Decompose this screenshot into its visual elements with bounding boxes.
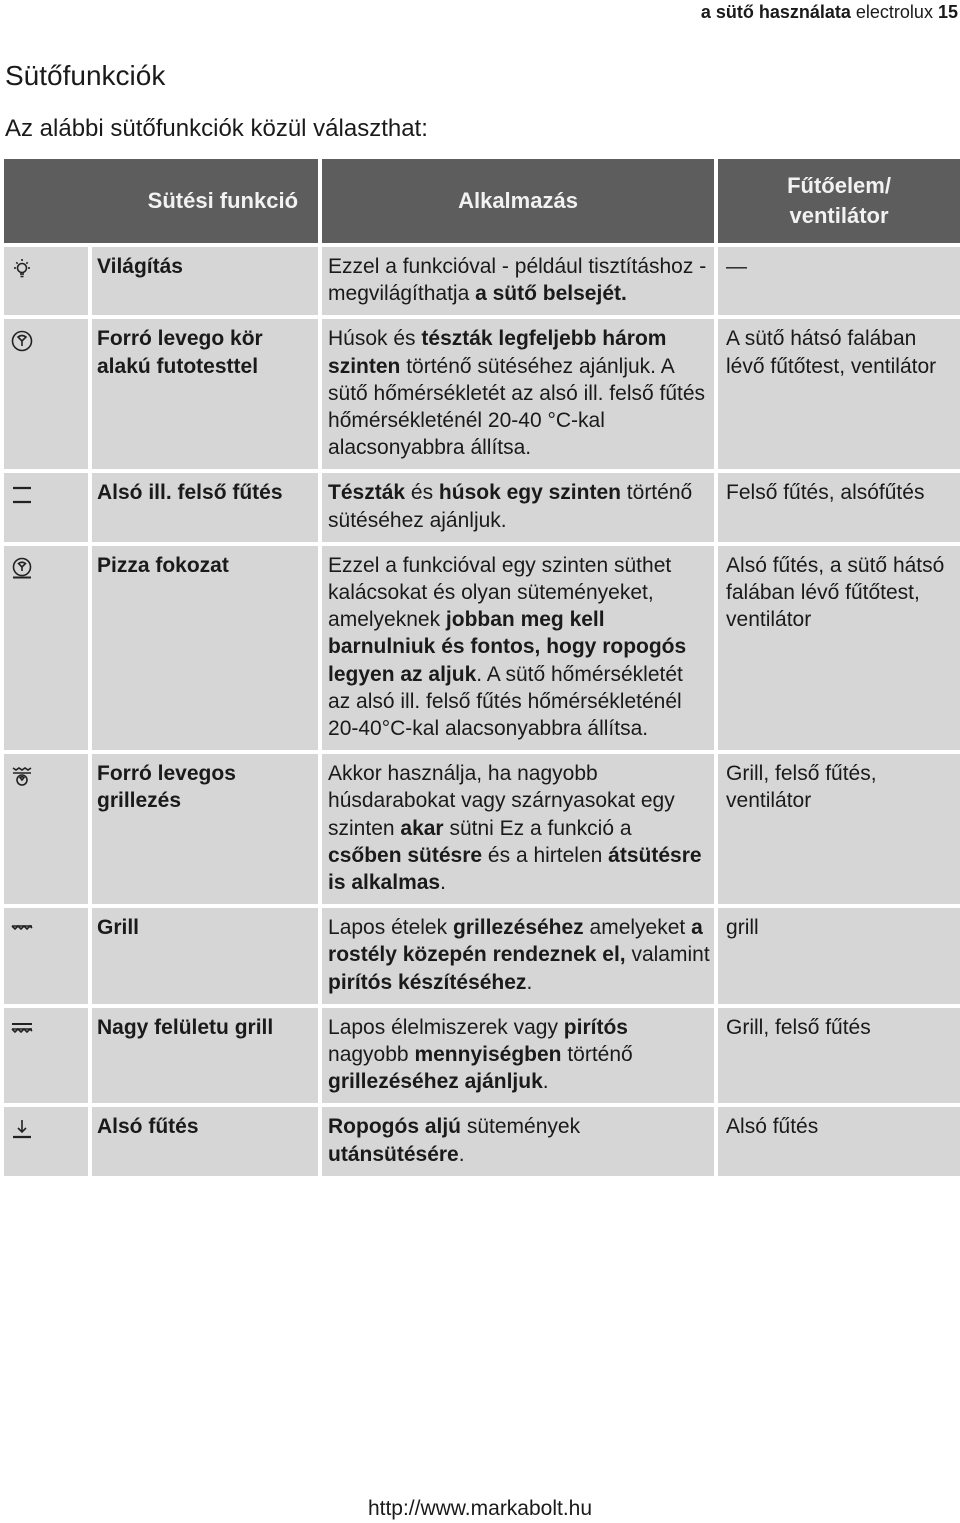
application-text-segment: Húsok és [328,327,422,351]
table-header-row [4,159,960,243]
application-text-segment: sütni Ez a funkció a [443,816,632,840]
application-text-segment: . [440,871,446,895]
application-text-segment: és [405,481,439,505]
function-heating-element: grill [718,908,960,1004]
function-name: Pizza fokozat [92,546,318,750]
function-icon-cell [4,754,88,904]
function-heating-element: Felső fűtés, alsófűtés [718,473,960,541]
application-text-segment: mennyiségben [414,1043,562,1067]
application-text-segment: . A sütő hőmérsékletét az alsó ill. felső fűtés hőmérsékleténél 20-40°C-kal alacsonyabbra állítsa. [328,662,683,741]
fan-ring-icon [10,329,34,353]
function-icon-cell [4,908,88,1004]
pizza-fan-icon [10,556,34,580]
application-text-segment: . [542,1070,549,1094]
function-application [322,473,714,541]
application-text-segment: sütemények [461,1115,581,1139]
application-text-segment: Ropogós aljú [328,1115,462,1139]
application-text-segment: pirítós [563,1015,628,1039]
header-heating [718,159,960,243]
bottom-heat-icon [10,1117,34,1141]
application-text-segment: Ezzel a funkcióval egy szinten süthet kalácsokat és olyan süteményeket, amelyeknek [328,553,672,632]
function-heating-element: Alsó fűtés, a sütő hátsó falában lévő fűtőtest, ventilátor [718,546,960,750]
section-title: Sütőfunkciók [5,60,166,91]
application-text-segment: átsütésre is alkalmas [328,843,702,895]
function-icon-cell [4,247,88,315]
top-bottom-heat-icon [10,483,34,507]
table-row [4,247,960,315]
function-icon-cell [4,473,88,541]
application-text-segment: tészták legfeljebb három szinten [328,327,667,378]
application-text-segment: nagyobb [328,1043,415,1067]
function-icon-cell [4,319,88,469]
table-row [4,908,960,1004]
function-heating-element: Alsó fűtés [718,1107,960,1175]
table-row [4,319,960,469]
application-text-segment: Lapos ételek [328,916,453,940]
light-bulb-icon [10,257,34,281]
function-application [322,908,714,1004]
table-row [4,1107,960,1175]
application-text-segment: Lapos élelmiszerek vagy [328,1015,564,1039]
application-text-segment: Ezzel a funkcióval - például tisztításhoz - megvilágíthatja [328,255,707,306]
application-text-segment: Tészták [328,481,406,505]
application-text-segment: grillezéséhez [452,916,584,940]
application-text-segment: . [526,970,533,994]
function-heating-element: — [718,247,960,315]
page-number: 15 [937,2,958,22]
function-name: Grill [92,908,318,1004]
application-text-segment: a sütő belsejét. [475,282,627,306]
application-text-segment: . [458,1142,465,1166]
function-heating-element: Grill, felső fűtés [718,1008,960,1104]
application-text-segment: akar [400,816,444,840]
table-row [4,473,960,541]
function-name: Alsó ill. felső fűtés [92,473,318,541]
header-brand: electrolux [855,2,933,22]
function-application [322,319,714,469]
application-text-segment: valamint [625,943,710,967]
table-row [4,754,960,904]
application-text-segment: jobban meg kell barnulniuk és fontos, hogy ropogós legyen az aljuk [328,608,687,686]
header-section: a sütő használata [700,2,851,22]
application-text-segment: csőben sütésre [328,843,483,867]
application-text-segment: grillezéséhez ajánljuk [328,1070,543,1094]
header-heating-line2: ventilátor [789,203,889,228]
function-application [322,1107,714,1175]
function-icon-cell [4,546,88,750]
function-name: Világítás [92,247,318,315]
function-heating-element: Grill, felső fűtés, ventilátor [718,754,960,904]
fan-grill-icon [10,764,34,788]
function-name: Alsó fűtés [92,1107,318,1175]
application-text-segment: Akkor használja, ha nagyobb húsdarabokat vagy szárnyasokat egy szinten [328,762,675,840]
application-text-segment: történő sütéséhez ajánljuk. [328,481,693,532]
function-name: Forró levego kör alakú futotesttel [92,319,318,469]
table-row [4,546,960,750]
application-text-segment: történő sütéséhez ajánljuk. A sütő hőmérsékletét az alsó ill. felső fűtés hőmérsékleténél 20-40 °C-kal alacsonyabbra állítsa. [328,354,706,460]
application-text-segment: pirítós készítéséhez [328,970,527,994]
function-heating-element: A sütő hátsó falában lévő fűtőtest, ventilátor [718,319,960,469]
running-header [0,0,960,28]
oven-functions-table [0,155,960,1180]
application-text-segment: és a hirtelen [482,843,609,867]
header-application: Alkalmazás [322,159,714,243]
function-icon-cell [4,1008,88,1104]
intro-text: Az alábbi sütőfunkciók közül választhat: [5,115,428,142]
function-icon-cell [4,1107,88,1175]
function-name: Nagy felületu grill [92,1008,318,1104]
header-function: Sütési funkció [4,159,318,243]
application-text-segment: amelyeket [583,916,692,940]
footer-url: http://www.markabolt.hu [367,1497,593,1520]
application-text-segment: a rostély közepén rendeznek el, [328,916,703,967]
table-row [4,1008,960,1104]
function-application [322,546,714,750]
application-text-segment: történő [561,1043,633,1067]
double-grill-icon [10,1018,34,1042]
function-application [322,247,714,315]
header-heating-line1: Fűtőelem/ [787,173,891,198]
function-application [322,754,714,904]
grill-icon [10,918,34,942]
function-application [322,1008,714,1104]
application-text-segment: húsok egy szinten [438,481,621,505]
function-name: Forró levegos grillezés [92,754,318,904]
application-text-segment: utánsütésére [328,1142,459,1166]
